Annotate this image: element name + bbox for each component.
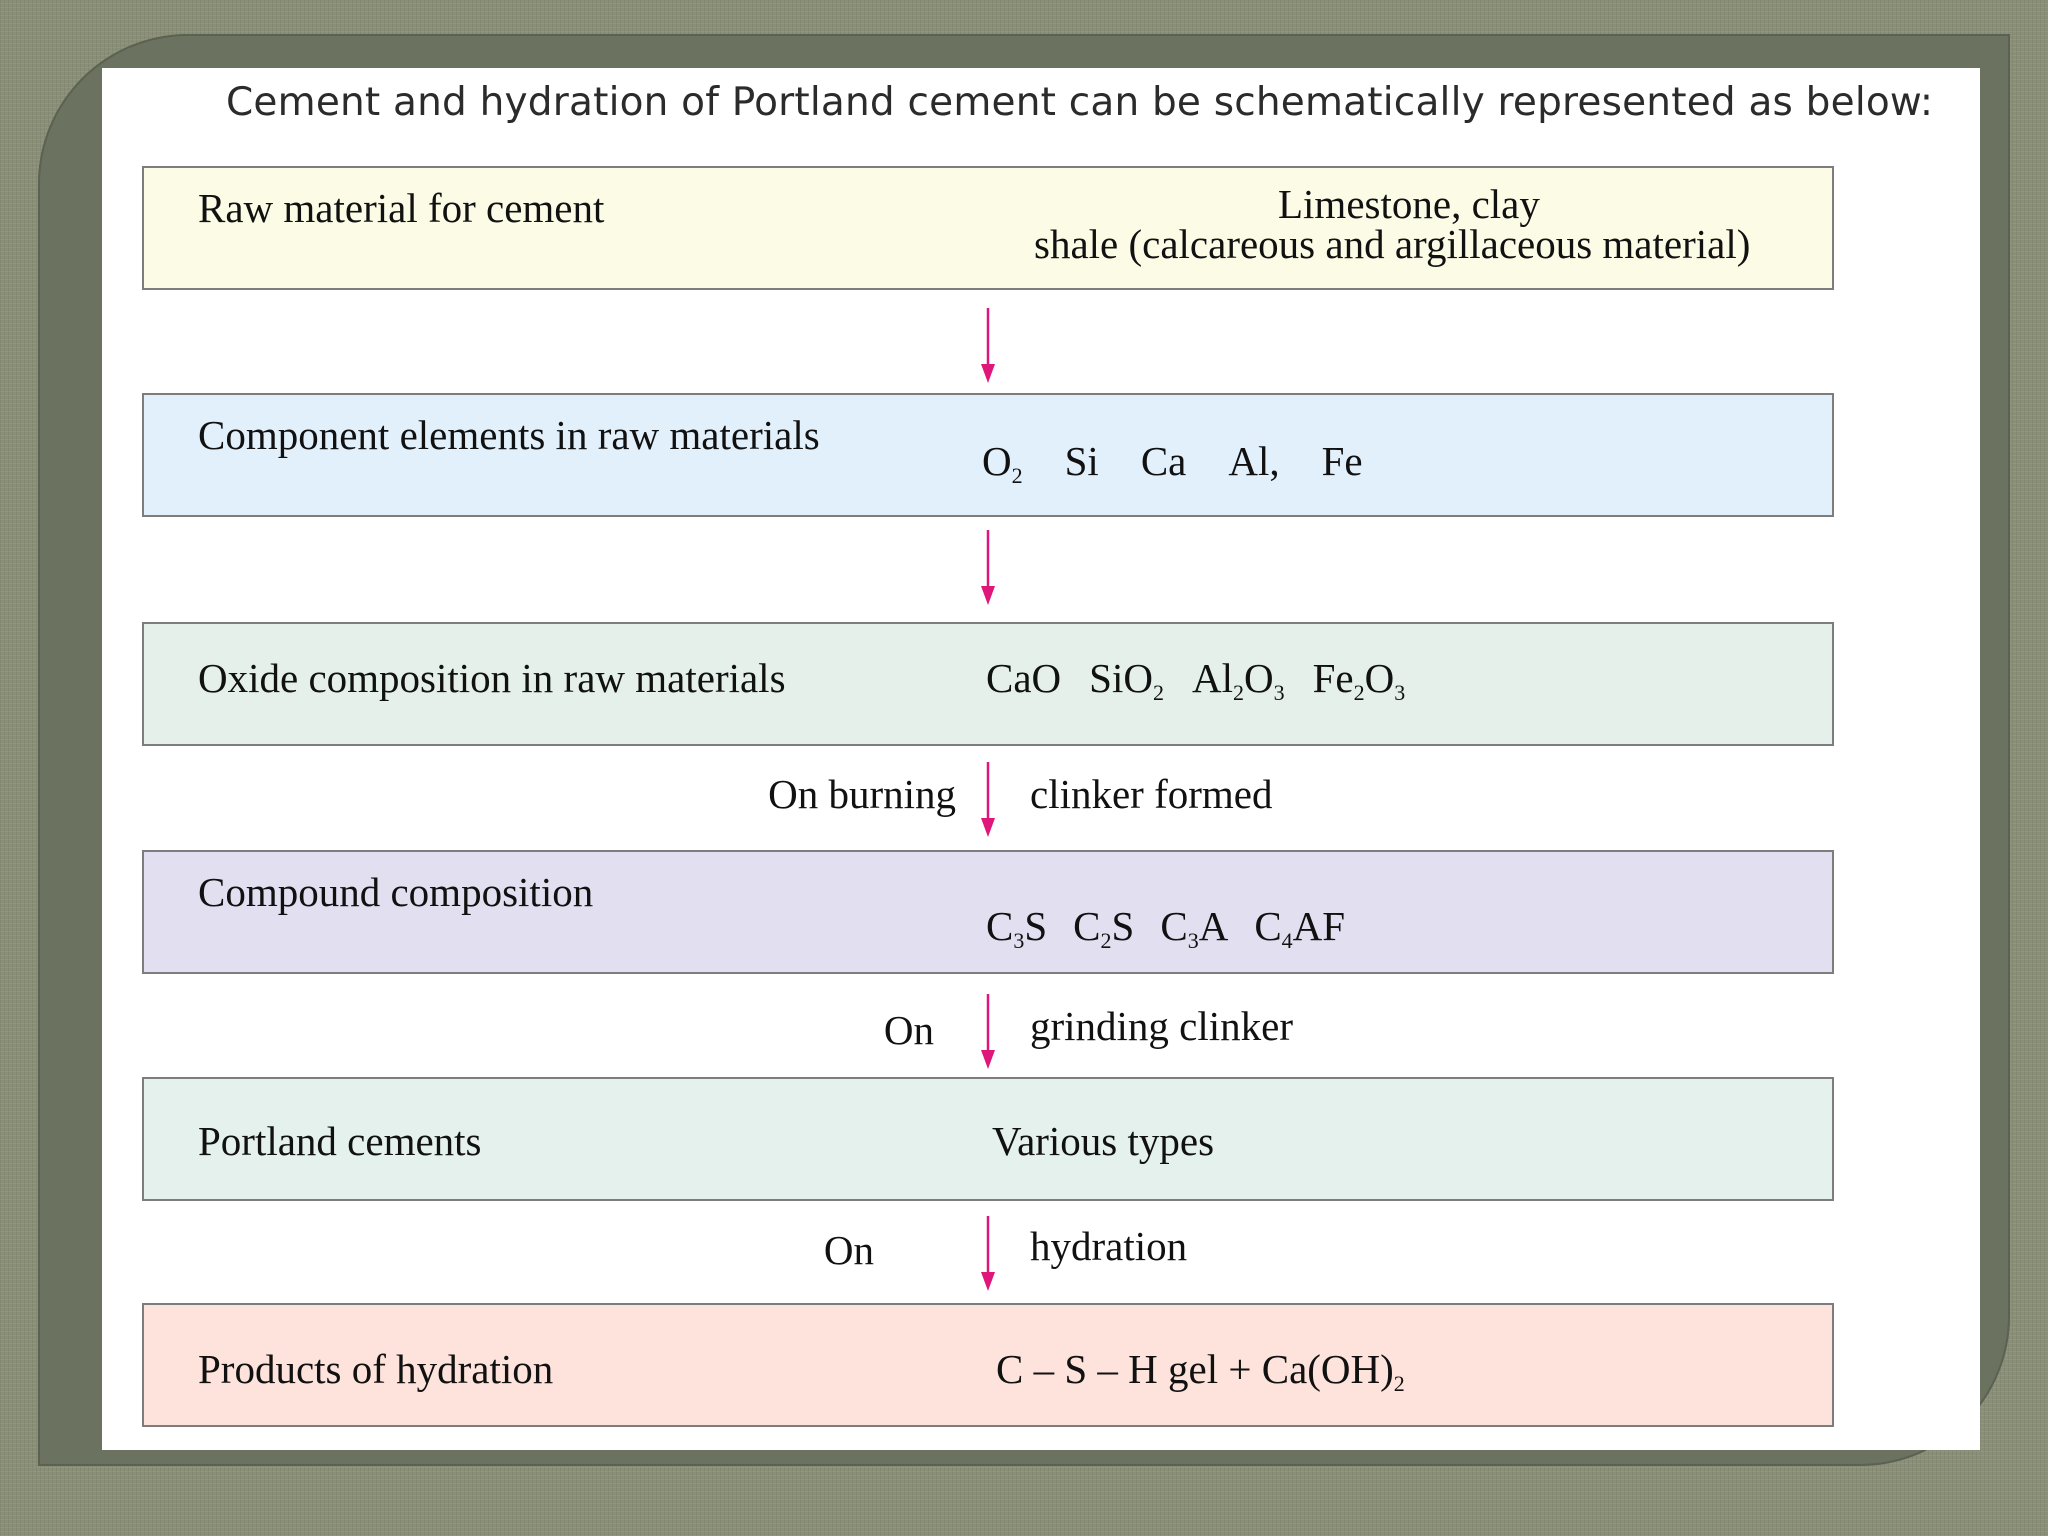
box-raw-material xyxy=(142,166,1834,290)
oxide-formula-part: Al xyxy=(1191,655,1233,701)
box-label-raw-material: Raw material for cement xyxy=(198,185,605,231)
element-subscript: 2 xyxy=(1011,463,1023,488)
oxide-formula-subscript: 3 xyxy=(1394,680,1406,705)
element-item xyxy=(1065,437,1099,485)
slide-title: Cement and hydration of Portland cement can be schematically represented as below: xyxy=(226,80,1934,125)
element-item xyxy=(982,437,1023,489)
compound-formula-part: S xyxy=(1111,903,1135,949)
step-label-burning: On burning xyxy=(768,771,956,817)
step-label-hydration: On xyxy=(823,1227,874,1273)
arrow-down-4-icon xyxy=(980,994,996,1070)
step-result-clinker: clinker formed xyxy=(1030,771,1273,817)
oxide-formula-subscript: 2 xyxy=(1232,680,1244,705)
compound-formula-part: S xyxy=(1024,903,1048,949)
box-label-component-elements: Component elements in raw materials xyxy=(198,412,820,458)
component-elements-list xyxy=(982,437,1363,489)
step-label-grinding: On xyxy=(883,1007,934,1053)
compound-formula-subscript: 4 xyxy=(1281,928,1293,953)
compound-formula-subscript: 2 xyxy=(1100,928,1112,953)
oxide-formula xyxy=(1313,654,1406,706)
oxide-formula xyxy=(1192,654,1285,706)
arrow-down-2-icon xyxy=(980,530,996,606)
box-label-portland-cements: Portland cements xyxy=(198,1118,482,1164)
compound-formula xyxy=(1160,902,1228,954)
compound-composition-list xyxy=(986,902,1345,954)
products-formula: C – S – H gel + Ca(OH) xyxy=(996,1346,1394,1392)
element-symbol: Fe xyxy=(1321,438,1363,484)
element-symbol: O xyxy=(982,438,1012,484)
compound-formula xyxy=(986,902,1047,954)
element-item xyxy=(1228,437,1279,485)
box-label-products-of-hydration: Products of hydration xyxy=(198,1346,554,1392)
element-symbol: Al, xyxy=(1228,438,1280,484)
raw-material-value-line2: shale (calcareous and argillaceous material) xyxy=(1034,221,1751,267)
step-result-hydration: hydration xyxy=(1030,1223,1188,1269)
compound-formula-part: C xyxy=(1160,903,1188,949)
oxide-formula-part: SiO xyxy=(1089,655,1153,701)
element-symbol: Ca xyxy=(1140,438,1187,484)
compound-formula-part: AF xyxy=(1292,903,1346,949)
arrow-down-5-icon xyxy=(980,1216,996,1292)
box-products-of-hydration xyxy=(142,1303,1834,1427)
products-of-hydration-value xyxy=(996,1345,1405,1397)
oxide-composition-list xyxy=(986,654,1405,706)
box-oxide-composition xyxy=(142,622,1834,746)
box-portland-cements xyxy=(142,1077,1834,1201)
step-result-grinding: grinding clinker xyxy=(1030,1003,1294,1049)
element-item xyxy=(1141,437,1187,485)
compound-formula xyxy=(1073,902,1134,954)
compound-formula-part: A xyxy=(1198,903,1229,949)
compound-formula-part: C xyxy=(1254,903,1282,949)
compound-formula xyxy=(1254,902,1345,954)
arrow-down-3-icon xyxy=(980,762,996,838)
oxide-formula-subscript: 3 xyxy=(1273,680,1285,705)
box-component-elements xyxy=(142,393,1834,517)
compound-formula-part: C xyxy=(1073,903,1101,949)
oxide-formula xyxy=(1089,654,1164,706)
portland-cements-value: Various types xyxy=(992,1118,1215,1164)
box-label-compound-composition: Compound composition xyxy=(198,869,594,915)
compound-formula-subscript: 3 xyxy=(1187,928,1199,953)
arrow-down-1-icon xyxy=(980,308,996,384)
element-item xyxy=(1322,437,1363,485)
oxide-formula-part: O xyxy=(1364,655,1395,701)
raw-material-value-line1: Limestone, clay xyxy=(1278,181,1540,227)
compound-formula-subscript: 3 xyxy=(1013,928,1025,953)
element-symbol: Si xyxy=(1064,438,1099,484)
oxide-formula-subscript: 2 xyxy=(1152,680,1164,705)
products-formula-subscript: 2 xyxy=(1393,1371,1405,1396)
oxide-formula-subscript: 2 xyxy=(1353,680,1365,705)
box-label-oxide-composition: Oxide composition in raw materials xyxy=(198,655,786,701)
oxide-formula-part: CaO xyxy=(986,655,1062,701)
oxide-formula-part: O xyxy=(1243,655,1274,701)
oxide-formula-part: Fe xyxy=(1312,655,1354,701)
compound-formula-part: C xyxy=(986,903,1014,949)
oxide-formula xyxy=(986,654,1061,702)
box-compound-composition xyxy=(142,850,1834,974)
